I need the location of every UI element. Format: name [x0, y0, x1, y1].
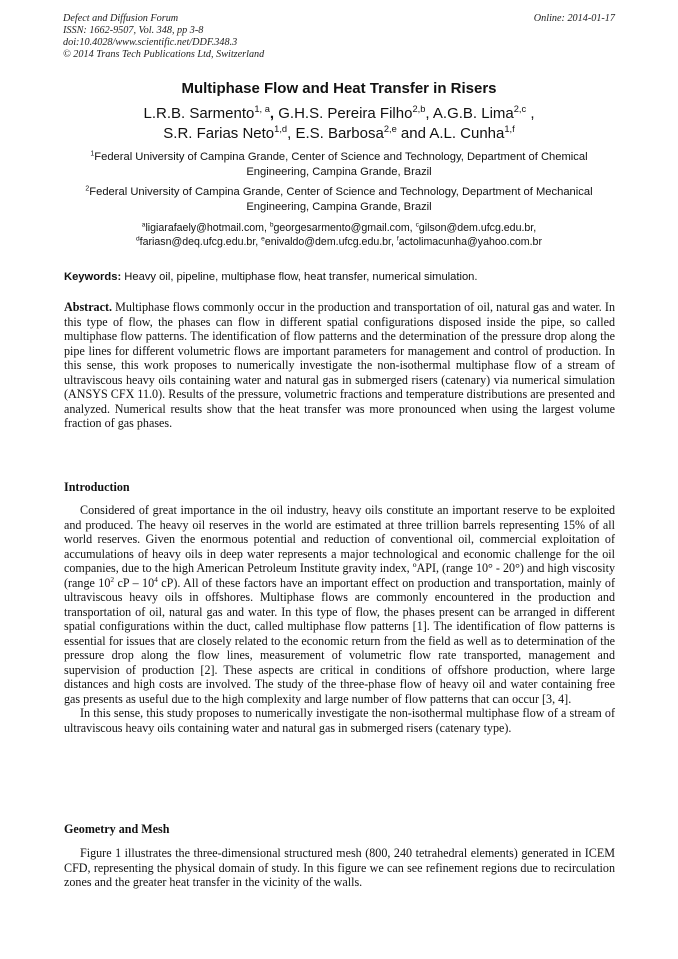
- doi-line: doi:10.4028/www.scientific.net/DDF.348.3: [63, 37, 238, 48]
- author-line-1: [0, 104, 678, 124]
- email-link[interactable]: fariasn@deq.ufcg.edu.br,: [139, 235, 262, 248]
- affiliation-sup: 1: [90, 150, 95, 158]
- online-date: Online: 2014-01-17: [533, 13, 615, 24]
- author-name: A.L. Cunha: [429, 125, 505, 142]
- intro-paragraph-2: In this sense, this study proposes to numerically investigate the non-isothermal multiphase flow of a stream of ultraviscous heavy oils containing water and natural gas in submerged risers (catenary type).: [64, 706, 615, 735]
- author-separator: ,: [425, 105, 433, 122]
- abstract-section: [64, 300, 615, 431]
- intro-text: Considered of great importance in the oil industry, heavy oils constitute an important reserve to be exploited and produced. The heavy oil reserves in the world are estimated at three trillion barrels representing 15% of all world reserves. Given the enormous potential and reduction of conventional oil, commercial exploitation of accumulations of heavy oils in deep water represents a major technological and economic challenge for the oil companies, due to the high American Petroleum Institute gravity index, ºAPI, (range 10° - 20°) and high viscosity (range 10: [64, 503, 615, 590]
- affiliation-text: Federal University of Campina Grande, Center of Science and Technology, Department of Chemical Engineering, Campina Grande, Brazil: [94, 151, 588, 178]
- email-link[interactable]: ligiarafaely@hotmail.com,: [145, 222, 270, 234]
- author-affil-sup: 1,f: [504, 124, 515, 134]
- geometry-paragraph-1: Figure 1 illustrates the three-dimensional structured mesh (800, 240 tetrahedral elements) generated in ICEM CFD, representing the physical domain of study. In this figure we can see refinement regions due to recirculation zones and the greater heat transfer in the vicinity of the walls.: [64, 846, 615, 889]
- email-link[interactable]: gilson@dem.ufcg.edu.br,: [418, 222, 537, 234]
- affiliation-text: Federal University of Campina Grande, Center of Science and Technology, Department of Mechanical Engineering, Campina Grande, Brazil: [89, 186, 593, 213]
- author-separator: ,: [269, 105, 279, 122]
- copyright-line: © 2014 Trans Tech Publications Ltd, Switzerland: [63, 49, 265, 60]
- abstract-label: Abstract.: [64, 300, 113, 314]
- author-list: [0, 104, 678, 144]
- author-affil-sup: 2,b: [412, 104, 426, 114]
- paper-title: Multiphase Flow and Heat Transfer in Risers: [181, 80, 497, 97]
- email-sup: d: [136, 234, 140, 242]
- email-sup: b: [269, 221, 274, 229]
- email-link[interactable]: georgesarmento@gmail.com,: [273, 222, 416, 234]
- affiliation-1: [80, 150, 598, 179]
- email-link[interactable]: enivaldo@dem.ufcg.edu.br,: [264, 235, 397, 248]
- affiliation-sup: 2: [85, 185, 90, 193]
- exponent: 2: [110, 574, 115, 584]
- affiliation-2: [80, 185, 598, 214]
- intro-text: cP – 10: [114, 575, 155, 590]
- email-sup: a: [141, 221, 146, 229]
- author-affil-sup: 1, a: [254, 104, 270, 114]
- email-sup: e: [261, 234, 265, 242]
- journal-header: [63, 13, 264, 61]
- abstract-paragraph: [64, 300, 615, 431]
- section-heading-geometry: Geometry and Mesh: [64, 822, 170, 836]
- journal-name: Defect and Diffusion Forum: [63, 13, 179, 24]
- email-line-1: [70, 222, 608, 236]
- author-line-2: [0, 124, 678, 144]
- keywords-line: [64, 271, 624, 283]
- author-affil-sup: 1,d: [274, 124, 288, 134]
- author-name: E.S. Barbosa: [295, 125, 384, 142]
- author-name: A.G.B. Lima: [432, 105, 514, 122]
- keywords-label: Keywords:: [64, 271, 122, 283]
- intro-text: cP). All of these factors have an important effect on production and transportation, mainly of ultraviscous heavy oils in offshores. Multiphase flows are commonly encountered in the production and transportation of oil, natural gas and water. In this type of flow, the phases present can be arranged in different spatial configurations within the duct, called multiphase flow patterns [1]. The identification of flow patterns is essential for issues that are closely related to the economic return from the field as well as to determination of the pressure drop along the flow lines, measurement of volumetric flow rate transported, management and supervision of production [2]. These aspects are critical in conditions of offshore production, where large distances and high costs are involved. The study of the three-phase flow of heavy oil and water containing free gas presents as useful due to the high complexity and large number of flow patterns that can occur [3, 4].: [64, 575, 615, 706]
- exponent: 4: [154, 574, 158, 584]
- author-affil-sup: 2,e: [383, 124, 397, 134]
- email-link[interactable]: actolimacunha@yahoo.com.br: [398, 235, 542, 248]
- author-separator: ,: [526, 105, 535, 122]
- abstract-text: Multiphase flows commonly occur in the production and transportation of oil, natural gas and water. In this type of flow, the phases can flow in different spatial configurations disposed inside the pipe, so called multiphase flow patterns. The identification of flow patterns and the determination of the pressure drop along the pipe lines for different volumetric flows are important parameters for management and control of production. In this sense, this work proposes to numerically investigate the non-isothermal multiphase flow of a stream of ultraviscous heavy oils containing water and natural gas in submerged risers (catenary) via numerical simulation (ANSYS CFX 11.0). Results of the pressure, volumetric fractions and temperature distributions are presented and analyzed. Numerical results show that the heat transfer was more pronounced when using the largest volume fraction of gas phases.: [64, 300, 615, 430]
- email-sup: f: [396, 234, 399, 242]
- intro-paragraph-1: [64, 503, 615, 706]
- email-sup: c: [415, 221, 419, 229]
- keywords-text: Heavy oil, pipeline, multiphase flow, heat transfer, numerical simulation.: [121, 271, 478, 283]
- author-separator: and: [396, 125, 430, 142]
- author-name: L.R.B. Sarmento: [143, 105, 255, 122]
- introduction-section: [64, 503, 615, 735]
- author-affil-sup: 2,c: [513, 104, 527, 114]
- geometry-section: [64, 846, 615, 890]
- section-heading-introduction: Introduction: [64, 480, 130, 494]
- issn-line: ISSN: 1662-9507, Vol. 348, pp 3-8: [63, 25, 204, 36]
- author-separator: ,: [287, 125, 296, 142]
- email-line-2: [70, 236, 608, 250]
- author-name: S.R. Farias Neto: [163, 125, 275, 142]
- author-emails: [70, 222, 608, 249]
- author-name: G.H.S. Pereira Filho: [278, 105, 413, 122]
